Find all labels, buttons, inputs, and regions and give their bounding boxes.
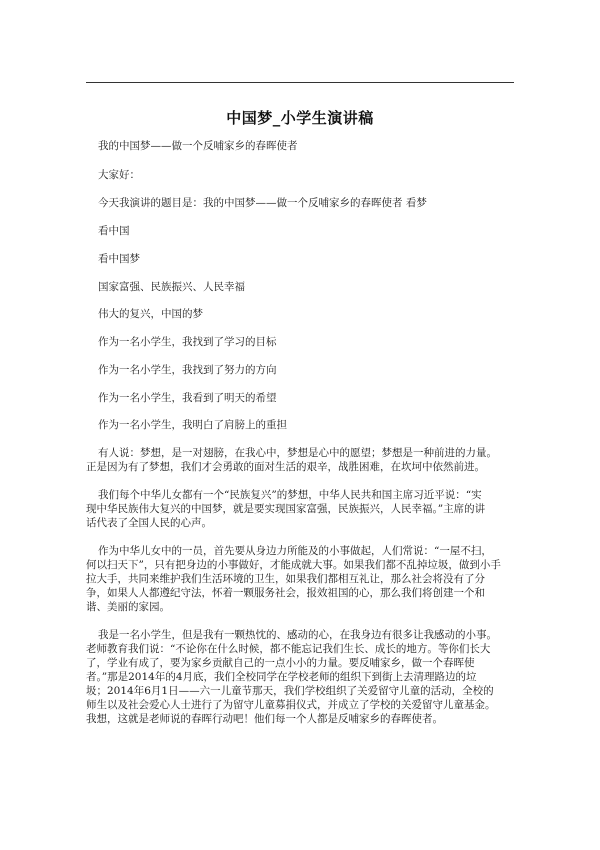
text-line: 作为一名小学生，我明白了肩膀上的重担 [98, 419, 287, 431]
text-line: 看中国 [98, 225, 130, 237]
paragraph-line: 作为中华儿女中的一员，首先要从身边力所能及的小事做起，人们常说：“一屋不扫， [98, 545, 492, 557]
text-line: 大家好： [98, 169, 140, 181]
document-title: 中国梦_小学生演讲稿 [226, 109, 374, 127]
paragraph [86, 446, 518, 474]
paragraph [86, 544, 518, 614]
paragraph-line: 拉大手，共同来维护我们生活环境的卫生，如果我们都相互礼让，那么社会将没有了分 [86, 573, 485, 585]
paragraph-line: 何以扫天下”，只有把身边的小事做好，才能成就大事。如果我们都不乱掉垃圾，做到小手 [86, 559, 501, 571]
paragraph [86, 628, 518, 726]
text-line: 看中国梦 [98, 253, 140, 265]
paragraph-line: 有人说：梦想，是一对翅膀，在我心中，梦想是心中的愿望；梦想是一种前进的力量。 [98, 447, 497, 459]
text-line: 作为一名小学生，我找到了学习的目标 [98, 336, 277, 348]
text-line: 国家富强、民族振兴、人民幸福 [98, 281, 245, 293]
paragraph-line: 圾；2014年6月1日——六一儿童节那天，我们学校组织了关爱留守儿童的活动，全校的 [86, 685, 494, 697]
text-line: 今天我演讲的题目是：我的中国梦——做一个反哺家乡的春晖使者 看梦 [98, 197, 427, 209]
text-line: 作为一名小学生，我看到了明天的希望 [98, 392, 277, 404]
paragraph-line: 老师教育我们说：“不论你在什么时候，都不能忘记我们生长、成长的地方。等你们长大 [86, 643, 491, 655]
paragraph-line: 争，如果人人都遵纪守法，怀着一颗服务社会，报效祖国的心，那么我们将创建一个和 [86, 587, 485, 599]
paragraph-line: 了，学业有成了，要为家乡贡献自己的一点小小的力量。要反哺家乡，做一个春晖使 [86, 657, 475, 669]
paragraph-line: 正是因为有了梦想，我们才会勇敢的面对生活的艰辛，战胜困难，在坎坷中依然前进。 [86, 461, 485, 473]
text-line: 作为一名小学生，我找到了努力的方向 [98, 364, 277, 376]
paragraph-line: 我想，这就是老师说的春晖行动吧！他们每一个人都是反哺家乡的春晖使者。 [86, 713, 443, 725]
paragraph-line: 师生以及社会爱心人士进行了为留守儿童募捐仪式，并成立了学校的关爱留守儿童基金。 [86, 699, 496, 711]
paragraph-line: 现中华民族伟大复兴的中国梦，就是要实现国家富强，民族振兴，人民幸福。”主席的讲 [86, 503, 486, 515]
text-line: 我的中国梦——做一个反哺家乡的春晖使者 [98, 140, 298, 152]
header-rule [86, 82, 514, 83]
paragraph-line: 谐、美丽的家园。 [86, 601, 170, 613]
paragraph [86, 488, 518, 530]
text-line: 伟大的复兴，中国的梦 [98, 308, 203, 320]
paragraph-line: 话代表了全国人民的心声。 [86, 517, 212, 529]
paragraph-line: 我们每个中华儿女都有一个“民族复兴”的梦想，中华人民共和国主席习近平说：“实 [98, 489, 482, 501]
paragraph-line: 者。”那是2014年的4月底，我们全校同学在学校老师的组织下到街上去清理路边的垃 [86, 671, 477, 683]
paragraph-line: 我是一名小学生，但是我有一颗热忱的、感动的心，在我身边有很多让我感动的小事。 [98, 629, 497, 641]
